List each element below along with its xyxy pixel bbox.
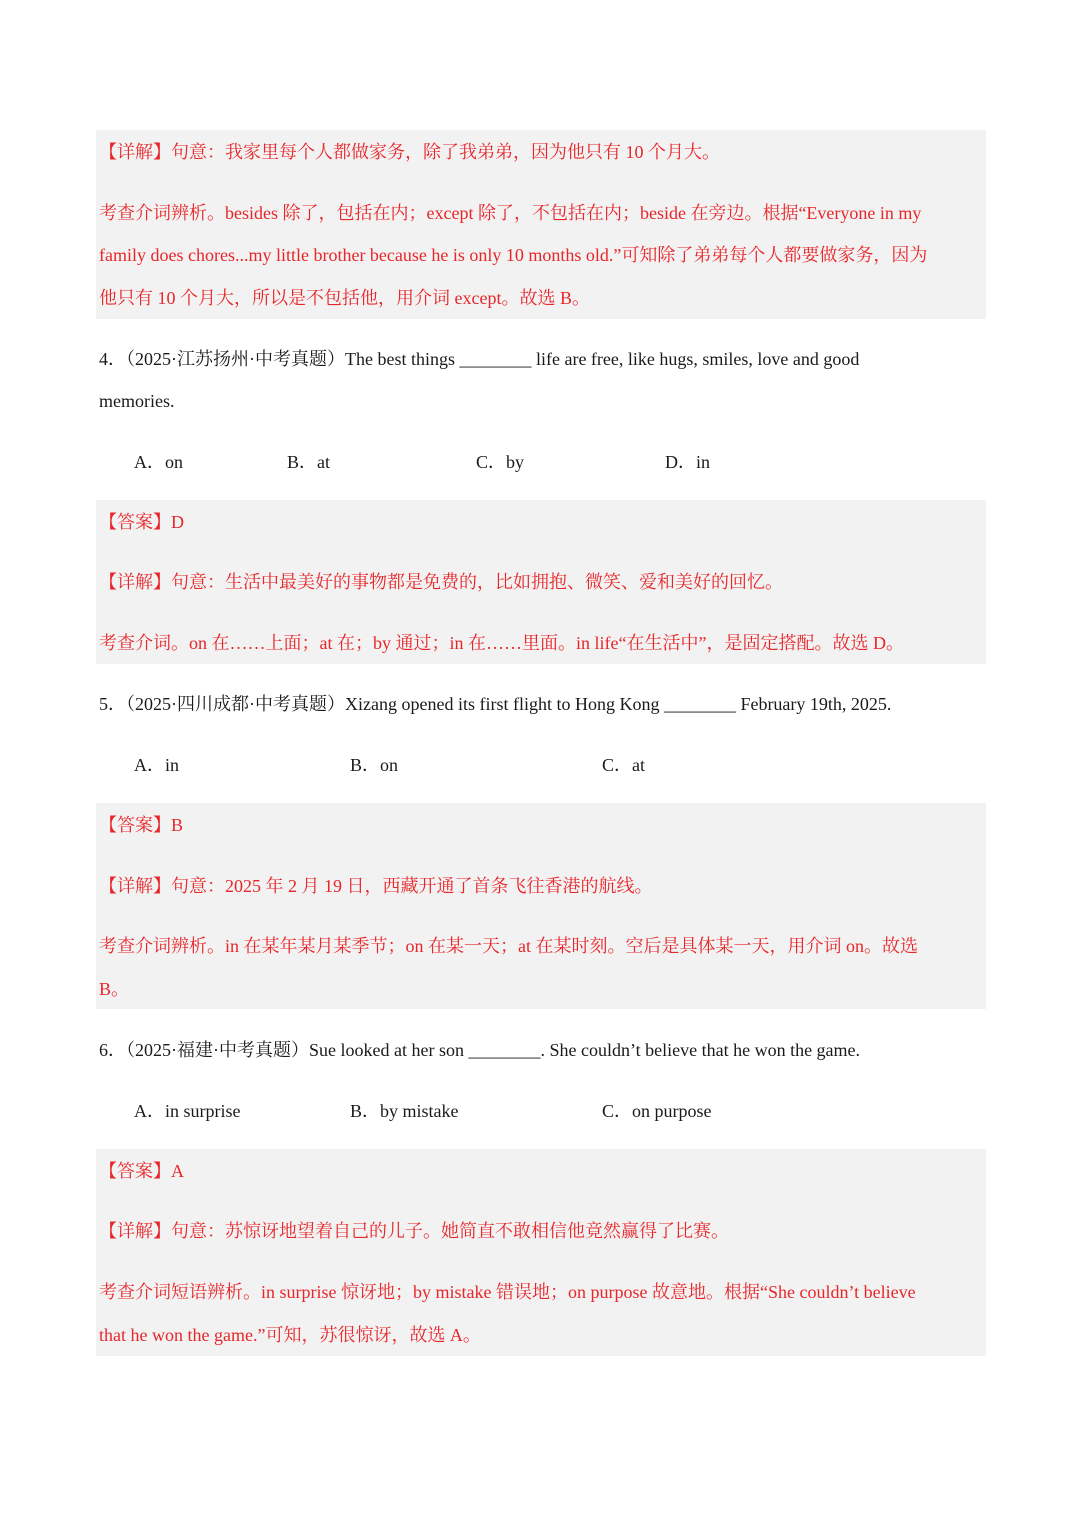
q6-option-a: A．in surprise <box>134 1101 241 1121</box>
q4-stem-line-1: 4．（2025·江苏扬州·中考真题）The best things ________ life are free, like hugs, smiles, love and good <box>99 349 860 369</box>
q4-option-c: C．by <box>476 452 525 472</box>
detail-text-prev: 【详解】句意：我家里每个人都做家务，除了我弟弟，因为他只有 10 个月大。 <box>99 142 720 162</box>
analysis-line-prev-3: 他只有 10 个月大，所以是不包括他，用介词 except。故选 B。 <box>99 288 590 308</box>
q6-analysis-line-2: that he won the game.”可知，苏很惊讶，故选 A。 <box>99 1325 481 1345</box>
q5-analysis-line-2: B。 <box>99 979 130 999</box>
q4-option-a: A．on <box>134 452 183 472</box>
q6-answer: 【答案】A <box>99 1161 184 1181</box>
analysis-line-prev-2: family does chores...my little brother because he is only 10 months old.”可知除了弟弟每个人都要做家务，因为 <box>99 245 928 265</box>
q5-analysis-line-1: 考查介词辨析。in 在某年某月某季节；on 在某一天；at 在某时刻。空后是具体某一天，用介词 on。故选 <box>99 936 918 956</box>
q4-option-d: D．in <box>665 452 710 472</box>
q5-option-b: B．on <box>350 755 399 775</box>
q5-option-a: A．in <box>134 755 179 775</box>
answer-box-q5 <box>96 803 986 1009</box>
q4-answer: 【答案】D <box>99 512 184 532</box>
q6-stem-line-1: 6．（2025·福建·中考真题）Sue looked at her son ________. She couldn’t believe that he won the game. <box>99 1040 861 1060</box>
q6-option-b: B．by mistake <box>350 1101 459 1121</box>
q4-stem-line-2: memories. <box>99 391 175 411</box>
q6-analysis-line-1: 考查介词短语辨析。in surprise 惊讶地；by mistake 错误地；on purpose 故意地。根据“She couldn’t believe <box>99 1282 916 1302</box>
q5-answer: 【答案】B <box>99 815 184 835</box>
q4-option-b: B．at <box>287 452 330 472</box>
q5-option-c: C．at <box>602 755 645 775</box>
q5-stem-line-1: 5．（2025·四川成都·中考真题）Xizang opened its first flight to Hong Kong ________ February 19th, 2025. <box>99 694 892 714</box>
q4-detail: 【详解】句意：生活中最美好的事物都是免费的，比如拥抱、微笑、爱和美好的回忆。 <box>99 572 783 592</box>
q6-option-c: C．on purpose <box>602 1101 712 1121</box>
q4-analysis-line-1: 考查介词。on 在……上面；at 在；by 通过；in 在……里面。in life“在生活中”，是固定搭配。故选 D。 <box>99 633 904 653</box>
q6-detail: 【详解】句意：苏惊讶地望着自己的儿子。她简直不敢相信他竟然赢得了比赛。 <box>99 1221 729 1241</box>
analysis-line-prev-1: 考查介词辨析。besides 除了，包括在内；except 除了，不包括在内；beside 在旁边。根据“Everyone in my <box>99 203 922 223</box>
q5-detail: 【详解】句意：2025 年 2 月 19 日，西藏开通了首条飞往香港的航线。 <box>99 876 653 896</box>
